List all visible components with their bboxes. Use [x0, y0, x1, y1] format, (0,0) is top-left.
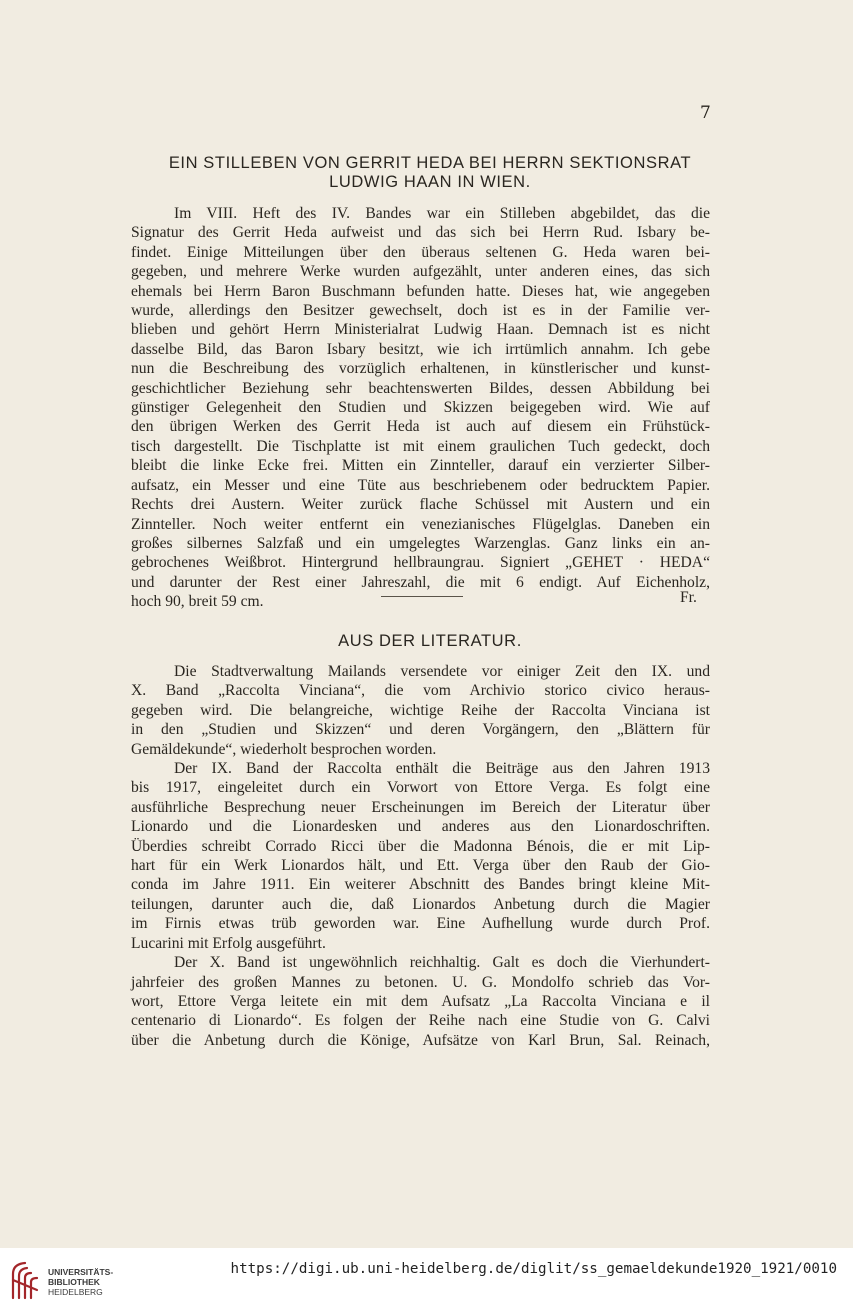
library-name — [48, 1267, 113, 1297]
title-line-2: LUDWIG HAAN IN WIEN. — [329, 173, 531, 191]
text-line: dasselbe Bild, das Baron Isbary besitzt, wie ich irrtümlich annahm. Ich gebe — [131, 340, 710, 358]
text-line: Zinnteller. Noch weiter entfernt ein venezianisches Flügelglas. Daneben ein — [131, 515, 710, 533]
title-line-1: EIN STILLEBEN VON GERRIT HEDA BEI HERRN SEKTIONSRAT — [168, 154, 692, 172]
text-line: X. Band „Raccolta Vinciana“, die vom Archivio storico civico heraus- — [131, 682, 710, 700]
text-line: bis 1917, eingeleitet durch ein Vorwort von Ettore Verga. Es folgt eine — [131, 779, 710, 797]
text-line: nun die Beschreibung des vorzüglich erhaltenen, in künstlerischer und kunst- — [131, 360, 710, 378]
text-line: findet. Einige Mitteilungen über den überaus seltenen G. Heda waren bei- — [131, 243, 710, 261]
text-line: und darunter der Rest einer Jahreszahl, die mit 6 endigt. Auf Eichenholz, — [131, 573, 710, 591]
article-body-heda — [131, 204, 710, 612]
text-line: blieben und gehört Herrn Ministerialrat Ludwig Haan. Demnach ist es nicht — [131, 321, 710, 339]
viewer-footer — [0, 1248, 853, 1314]
library-name-line-3: HEIDELBERG — [48, 1287, 103, 1297]
text-line: conda im Jahre 1911. Ein weiterer Abschnitt des Bandes bringt kleine Mit- — [131, 876, 710, 894]
author-signature: Fr. — [680, 589, 697, 606]
text-line: jahrfeier des großen Mannes zu betonen. U. G. Mondolfo schrieb das Vor- — [131, 973, 710, 991]
text-line: ausführliche Besprechung neuer Erscheinungen im Bereich der Literatur über — [131, 798, 710, 816]
text-line: Signatur des Gerrit Heda aufweist und das sich bei Herrn Rud. Isbary be- — [131, 224, 710, 242]
text-line: tisch dargestellt. Die Tischplatte ist mit einem graulichen Tuch gedeckt, doch — [131, 437, 710, 455]
text-line: centenario di Lionardo“. Es folgen der Reihe nach eine Studie von G. Calvi — [131, 1012, 710, 1030]
text-line: gebrochenes Weißbrot. Hintergrund hellbraungrau. Signiert „GEHET · HEDA“ — [131, 554, 710, 572]
text-line: wurde, allerdings den Besitzer gewechselt, doch ist es in der Familie ver- — [131, 302, 710, 320]
text-line: bleibt die linke Ecke frei. Mitten ein Zinnteller, darauf ein verzierter Silber- — [131, 457, 710, 475]
text-line: über die Anbetung durch die Könige, Aufsätze von Karl Brun, Sal. Reinach, — [131, 1031, 710, 1049]
library-name-line-2: BIBLIOTHEK — [48, 1277, 100, 1287]
text-line: geschichtlicher Beziehung sehr beachtenswerten Bildes, dessen Abbildung bei — [131, 379, 710, 397]
university-library-logo-icon[interactable] — [10, 1260, 40, 1300]
text-line: Lionardo und die Lionardesken und anderes aus den Lionardoschriften. — [131, 818, 710, 836]
permalink-url[interactable]: https://digi.ub.uni-heidelberg.de/diglit/ss_gemaeldekunde1920_1921/0010 — [230, 1261, 837, 1277]
text-line: hart für ein Werk Lionardos hält, und Ett. Verga über den Raub der Gio- — [131, 857, 710, 875]
page-number: 7 — [700, 103, 711, 123]
text-line: Der IX. Band der Raccolta enthält die Beiträge aus den Jahren 1913 — [174, 760, 710, 778]
text-line: gegeben, und mehrere Werke wurden aufgezählt, unter anderen eines, das sich — [131, 263, 710, 281]
text-line: günstiger Gelegenheit den Studien und Skizzen beigegeben wird. Wie auf — [131, 399, 710, 417]
text-line: Der X. Band ist ungewöhnlich reichhaltig. Galt es doch die Vierhundert- — [174, 954, 710, 972]
article-title — [120, 154, 740, 192]
text-line: aufsatz, ein Messer und eine Tüte aus beschriebenem oder bedrucktem Papier. — [131, 476, 710, 494]
text-line: im Firnis etwas trüb geworden war. Eine Aufhellung wurde durch Prof. — [131, 915, 710, 933]
text-line: Überdies schreibt Corrado Ricci über die Madonna Bénois, die er mit Lip- — [131, 837, 710, 855]
text-line: Lucarini mit Erfolg ausgeführt. — [131, 934, 326, 952]
article-body-literatur — [131, 662, 710, 1050]
library-name-line-1: UNIVERSITÄTS- — [48, 1267, 114, 1277]
text-line: den übrigen Werken des Gerrit Heda ist auch auf diesem ein Frühstück- — [131, 418, 710, 436]
section-heading: AUS DER LITERATUR. — [338, 632, 522, 650]
text-line: hoch 90, breit 59 cm. — [131, 593, 264, 611]
text-line: Die Stadtverwaltung Mailands versendete vor einiger Zeit den IX. und — [174, 663, 710, 680]
text-line: Rechts drei Austern. Weiter zurück flache Schüssel mit Austern und ein — [131, 496, 710, 514]
section-divider — [381, 596, 463, 597]
text-line: wort, Ettore Verga leitete ein mit dem Aufsatz „La Raccolta Vinciana e il — [131, 992, 710, 1010]
text-line: Im VIII. Heft des IV. Bandes war ein Stilleben abgebildet, das die — [174, 205, 710, 222]
text-line: gegeben wird. Die belangreiche, wichtige Reihe der Raccolta Vinciana ist — [131, 701, 710, 719]
text-line: großes silbernes Salzfaß und ein umgelegtes Warzenglas. Ganz links ein an- — [131, 534, 710, 552]
text-line: in den „Studien und Skizzen“ und deren Vorgängern, den „Blättern für — [131, 721, 710, 739]
text-line: teilungen, darunter auch die, daß Lionardos Anbetung durch die Magier — [131, 895, 710, 913]
text-line: ehemals bei Herrn Baron Buschmann befunden hatte. Dieses hat, wie angegeben — [131, 282, 710, 300]
text-line: Gemäldekunde“, wiederholt besprochen worden. — [131, 740, 437, 758]
